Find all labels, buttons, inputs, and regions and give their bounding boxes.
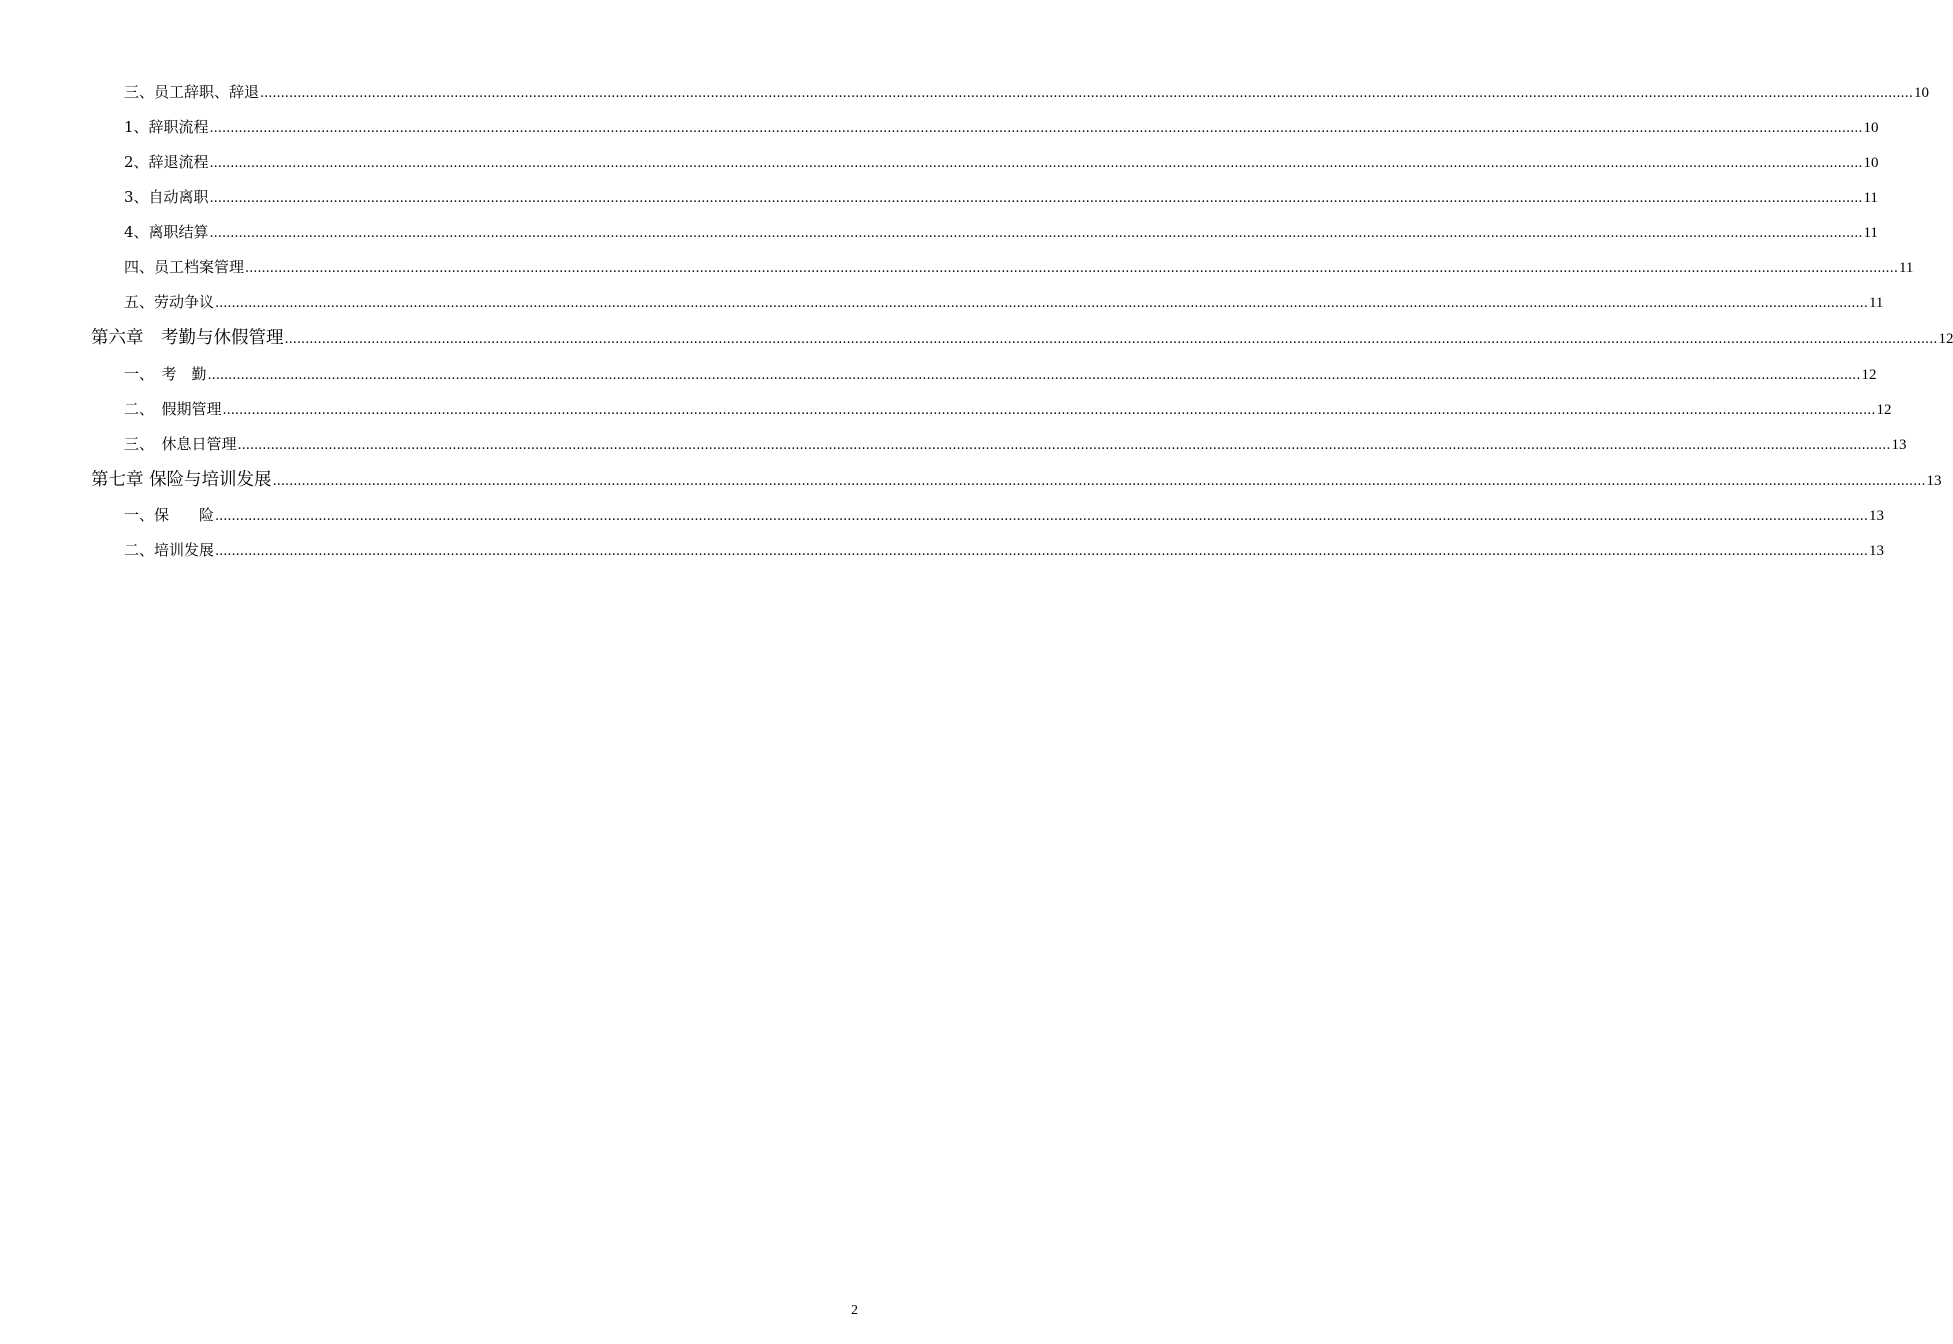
toc-entry-page: 13 [1868, 508, 1884, 524]
toc-entry[interactable] [124, 150, 1879, 174]
toc-entry[interactable] [124, 397, 1892, 421]
dot-leader: ................................................................................................................................................................................................................................................................................................................................................................................................................ [260, 86, 1913, 101]
toc-entry-page: 10 [1863, 155, 1879, 171]
toc-chapter-label: 第七章 保险与培训发展 [91, 470, 272, 490]
toc-entry-page: 11 [1868, 295, 1884, 311]
dot-leader: ................................................................................................................................................................................................................................................................................................................................................................................................................ [284, 332, 1938, 347]
toc-entry-label: 一、 考 勤 [124, 365, 207, 383]
toc-entry-label: 4、离职结算 [124, 223, 209, 241]
toc-entry-page: 13 [1891, 437, 1907, 453]
toc-entry-label: 2、辞退流程 [124, 153, 209, 171]
dot-leader: ................................................................................................................................................................................................................................................................................................................................................................................................................ [222, 403, 1876, 418]
toc-chapter-label: 第六章 考勤与休假管理 [91, 328, 284, 348]
dot-leader: ................................................................................................................................................................................................................................................................................................................................................................................................................ [215, 544, 1868, 559]
toc-entry-label: 二、 假期管理 [124, 400, 222, 418]
toc-entry-page: 10 [1863, 120, 1879, 136]
toc-entry-label: 3、自动离职 [124, 188, 209, 206]
toc-entry-page: 11 [1863, 190, 1878, 206]
toc-chapter-entry[interactable] [91, 326, 1953, 350]
toc-entry-page: 12 [1876, 402, 1892, 418]
dot-leader: ................................................................................................................................................................................................................................................................................................................................................................................................................ [209, 226, 1863, 241]
toc-entry-page: 10 [1913, 85, 1929, 101]
toc-entry-page: 12 [1938, 331, 1953, 347]
toc-entry-label: 1、辞职流程 [124, 118, 209, 136]
toc-entry[interactable] [124, 290, 1884, 314]
toc-entry[interactable] [124, 185, 1878, 209]
toc-entry[interactable] [124, 220, 1878, 244]
toc-entry[interactable] [124, 432, 1907, 456]
toc-entry-label: 一、保 险 [124, 506, 215, 524]
dot-leader: ................................................................................................................................................................................................................................................................................................................................................................................................................ [209, 191, 1863, 206]
toc-entry-label: 四、员工档案管理 [124, 258, 245, 276]
toc-entry[interactable] [124, 538, 1884, 562]
toc-entry-page: 11 [1863, 225, 1878, 241]
toc-entry[interactable] [124, 503, 1884, 527]
dot-leader: ................................................................................................................................................................................................................................................................................................................................................................................................................ [209, 156, 1863, 171]
toc-entry-label: 二、培训发展 [124, 541, 215, 559]
toc-entry-label: 三、 休息日管理 [124, 435, 237, 453]
toc-entry[interactable] [124, 255, 1914, 279]
dot-leader: ................................................................................................................................................................................................................................................................................................................................................................................................................ [207, 368, 1861, 383]
dot-leader: ................................................................................................................................................................................................................................................................................................................................................................................................................ [272, 474, 1926, 489]
toc-entry[interactable] [124, 362, 1877, 386]
toc-entry-page: 13 [1926, 473, 1942, 489]
toc-chapter-entry[interactable] [91, 468, 1942, 492]
toc-entry[interactable] [124, 115, 1879, 139]
toc-entry-label: 三、员工辞职、辞退 [124, 83, 260, 101]
page-number: 2 [851, 1303, 858, 1318]
toc-entry-page: 13 [1868, 543, 1884, 559]
toc-entry[interactable] [124, 80, 1929, 104]
dot-leader: ................................................................................................................................................................................................................................................................................................................................................................................................................ [245, 261, 1898, 276]
dot-leader: ................................................................................................................................................................................................................................................................................................................................................................................................................ [209, 121, 1863, 136]
toc-entry-page: 11 [1898, 260, 1914, 276]
dot-leader: ................................................................................................................................................................................................................................................................................................................................................................................................................ [215, 296, 1868, 311]
dot-leader: ................................................................................................................................................................................................................................................................................................................................................................................................................ [237, 438, 1891, 453]
toc-entry-page: 12 [1861, 367, 1877, 383]
toc-entry-label: 五、劳动争议 [124, 293, 215, 311]
dot-leader: ................................................................................................................................................................................................................................................................................................................................................................................................................ [215, 509, 1868, 524]
